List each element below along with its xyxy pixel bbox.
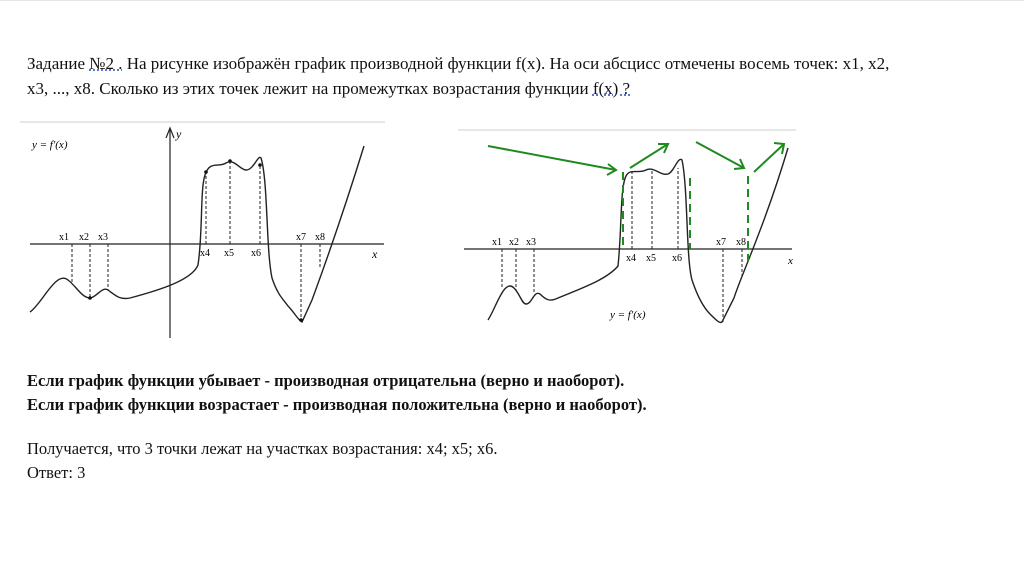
y-axis-label: y: [176, 127, 182, 141]
task-prefix: Задание: [27, 54, 90, 73]
arrow-up-2-icon: [754, 144, 784, 172]
label-x2: x2: [509, 237, 519, 248]
label-x7: x7: [716, 237, 726, 248]
rule-decreasing: Если график функции убывает - производная отрицательна (верно и наоборот).: [27, 371, 625, 390]
label-x6: x6: [672, 253, 682, 264]
label-x8: x8: [736, 237, 746, 248]
arrow-down-1-icon: [488, 146, 616, 170]
label-x4: x4: [200, 248, 210, 259]
function-label: y = f′(x): [32, 139, 68, 151]
x-axis-label: x: [788, 255, 793, 267]
label-x1: x1: [59, 232, 69, 243]
task-line-2: [27, 76, 1017, 101]
arrow-down-2-icon: [696, 142, 744, 168]
rules-text: [27, 369, 987, 417]
label-x5: x5: [224, 248, 234, 259]
label-x8: x8: [315, 232, 325, 243]
task-line-2-text: x3, ..., x8. Сколько из этих точек лежит на промежутках возрастания функции: [27, 79, 593, 98]
conclusion-line: Получается, что 3 точки лежат на участках возрастания: x4; x5; x6.: [27, 439, 498, 458]
label-x7: x7: [296, 232, 306, 243]
rule-increasing: Если график функции возрастает - производная положительна (верно и наоборот).: [27, 395, 647, 414]
derivative-curve: [488, 148, 788, 323]
point-guides: [72, 161, 320, 320]
task-number: №2 .: [89, 54, 123, 73]
task-fx-underlined: f(x) ?: [592, 79, 631, 98]
label-x6: x6: [251, 248, 261, 259]
task-line-1-rest: На рисунке изображён график производной функции f(x). На оси абсцисс отмечены восемь точек: x1, x2,: [122, 54, 890, 73]
task-line-1: [27, 51, 1017, 76]
derivative-graph-left: [20, 120, 392, 340]
label-x4: x4: [626, 253, 636, 264]
label-x5: x5: [646, 253, 656, 264]
label-x1: x1: [492, 237, 502, 248]
label-x3: x3: [526, 237, 536, 248]
conclusion-text: [27, 437, 987, 485]
label-x3: x3: [98, 232, 108, 243]
top-border: [0, 0, 1024, 1]
label-x2: x2: [79, 232, 89, 243]
answer-line: Ответ: 3: [27, 463, 86, 482]
x-axis-label: x: [372, 247, 378, 261]
task-text: [27, 51, 1017, 101]
arrow-up-1-icon: [630, 144, 668, 168]
function-label: y = f′(x): [610, 309, 646, 321]
point-labels: [59, 232, 325, 259]
trend-arrows: [488, 142, 784, 175]
derivative-graph-right-annotated: [458, 128, 803, 340]
